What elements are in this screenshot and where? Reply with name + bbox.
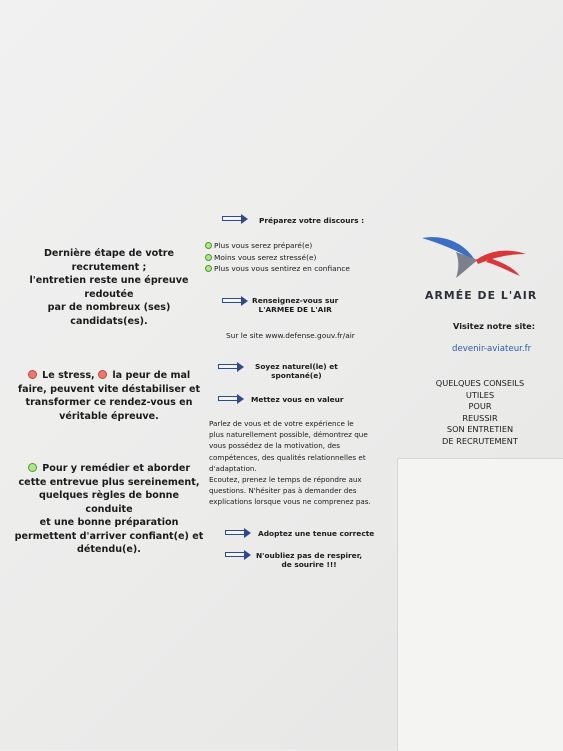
arrow-right-icon bbox=[225, 551, 251, 558]
advice-line: explications lorsque vous ne comprenez pas. bbox=[209, 497, 371, 507]
advice-line: questions. N'hésiter pas à demander des bbox=[209, 486, 357, 496]
sad-face-icon bbox=[28, 370, 37, 379]
armee-de-l-air-logo bbox=[420, 232, 528, 280]
naturel-heading bbox=[255, 362, 338, 380]
advice-line: Parlez de vous et de votre expérience le bbox=[209, 419, 354, 428]
bullet-item bbox=[205, 253, 316, 262]
visitez-label: Visitez notre site: bbox=[453, 321, 535, 331]
stress-text: Le stress, bbox=[42, 370, 95, 381]
arrow-right-icon bbox=[218, 363, 244, 370]
conseils-line: SON ENTRETIEN bbox=[446, 424, 514, 435]
intro-line: redoutée bbox=[84, 288, 134, 300]
remedy-line: et une bonne préparation bbox=[39, 517, 179, 528]
advice-line: Ecoutez, prenez le temps de répondre aux bbox=[209, 475, 362, 485]
conseils-line: POUR bbox=[468, 401, 492, 412]
stress-line: faire, peuvent vite déstabiliser et bbox=[17, 383, 201, 395]
arrow-right-icon bbox=[218, 395, 244, 402]
remedy-line: cette entrevue plus sereinement, bbox=[18, 476, 200, 488]
brand-name: ARMÉE DE L'AIR bbox=[425, 289, 538, 302]
fear-text: la peur de mal bbox=[112, 370, 191, 381]
sad-face-icon bbox=[98, 370, 107, 379]
bullet-item bbox=[205, 264, 350, 273]
naturel-line: Soyez naturel(le) et bbox=[255, 362, 338, 371]
valeur-heading: Mettez vous en valeur bbox=[251, 395, 344, 404]
respirer-line: de sourire !!! bbox=[281, 560, 337, 569]
smiley-icon bbox=[205, 265, 212, 272]
conseils-line: DE RECRUTEMENT bbox=[442, 435, 518, 446]
tenue-heading: Adoptez une tenue correcte bbox=[258, 529, 375, 538]
renseignez-heading bbox=[252, 296, 338, 314]
intro-line: Dernière étape de votre bbox=[43, 248, 175, 259]
smiley-icon bbox=[28, 463, 37, 472]
arrow-right-icon bbox=[225, 529, 251, 536]
bullet-text: Plus vous vous sentirez en confiance bbox=[214, 264, 350, 273]
stress-paragraph bbox=[14, 369, 204, 423]
prepare-heading: Préparez votre discours : bbox=[259, 216, 365, 225]
conseils-title bbox=[426, 378, 534, 448]
advice-paragraph bbox=[209, 418, 382, 508]
renseignez-line: Renseignez-vous sur bbox=[252, 296, 339, 305]
conseils-line: REUSSIR bbox=[462, 412, 498, 423]
smiley-icon bbox=[205, 242, 212, 249]
remedy-paragraph bbox=[14, 462, 204, 557]
advice-line: vous possédez de la motivation, des bbox=[209, 441, 341, 451]
naturel-line: spontané(e) bbox=[271, 371, 322, 380]
arrow-right-icon bbox=[222, 215, 248, 222]
remedy-text: Pour y remédier et aborder bbox=[42, 463, 191, 474]
remedy-line: détendu(e). bbox=[77, 544, 141, 555]
site-text: Sur le site www.defense.gouv.fr/air bbox=[226, 331, 355, 340]
intro-line: candidats(es). bbox=[70, 315, 148, 327]
intro-line: l'entretien reste une épreuve bbox=[29, 275, 189, 286]
remedy-line bbox=[14, 462, 204, 476]
respirer-line: N'oubliez pas de respirer, bbox=[256, 551, 363, 560]
bullet-text: Plus vous serez préparé(e) bbox=[214, 241, 313, 250]
intro-line: par de nombreux (ses) bbox=[47, 302, 171, 313]
advice-line: compétences, des qualités relationnelles et bbox=[209, 452, 366, 462]
bullet-item bbox=[205, 241, 312, 250]
stress-line: véritable épreuve. bbox=[59, 410, 159, 422]
site-link[interactable]: devenir-aviateur.fr bbox=[452, 344, 532, 354]
arrow-right-icon bbox=[222, 297, 248, 304]
remedy-line: quelques règles de bonne conduite bbox=[38, 490, 180, 515]
paper-fold bbox=[397, 458, 563, 751]
intro-paragraph bbox=[14, 247, 204, 328]
advice-line: plus naturellement possible, démontrez que bbox=[209, 430, 368, 440]
smiley-icon bbox=[205, 254, 212, 261]
remedy-line: permettent d'arriver confiant(e) et bbox=[14, 530, 204, 542]
advice-line: d'adaptation. bbox=[209, 463, 257, 473]
intro-line: recrutement ; bbox=[71, 261, 147, 273]
stress-line: transformer ce rendez-vous en bbox=[25, 397, 193, 408]
bullet-text: Moins vous serez stressé(e) bbox=[214, 253, 317, 262]
stress-line bbox=[14, 369, 204, 383]
conseils-line: QUELQUES CONSEILS UTILES bbox=[435, 378, 525, 400]
respirer-heading bbox=[256, 551, 362, 569]
renseignez-line: L'ARMEE DE L'AIR bbox=[258, 305, 332, 314]
